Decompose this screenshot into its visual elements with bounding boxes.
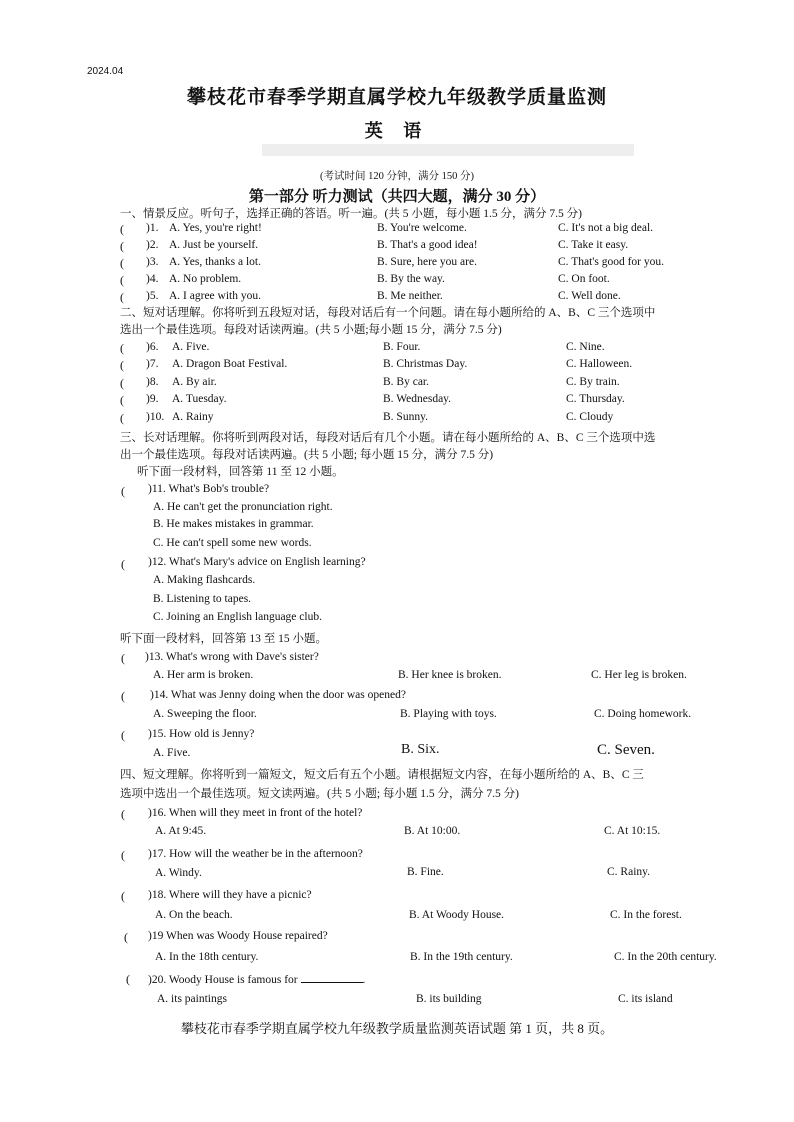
question-number-10: )10. xyxy=(146,411,165,423)
option-20a: A. its paintings xyxy=(157,993,227,1005)
answer-paren-6[interactable]: ( xyxy=(120,341,124,355)
question-19: )19 When was Woody House repaired? xyxy=(148,930,328,942)
option-18a: A. On the beach. xyxy=(155,909,233,921)
option-19a: A. In the 18th century. xyxy=(155,951,259,963)
question-13: )13. What's wrong with Dave's sister? xyxy=(145,651,319,663)
option-19c: C. In the 20th century. xyxy=(614,951,717,963)
option-14a: A. Sweeping the floor. xyxy=(153,708,257,720)
exam-info: (考试时间 120 分钟，满分 150 分) xyxy=(320,171,474,182)
question-17: )17. How will the weather be in the afternoon? xyxy=(148,848,363,860)
answer-paren-2[interactable]: ( xyxy=(120,239,124,253)
answer-paren-8[interactable]: ( xyxy=(120,376,124,390)
part-title: 第一部分 听力测试（共四大题，满分 30 分） xyxy=(248,189,546,205)
option-9b: B. Wednesday. xyxy=(383,393,452,405)
option-18c: C. In the forest. xyxy=(610,909,682,921)
option-10b: B. Sunny. xyxy=(383,411,428,423)
section-2-heading-line1: 二、短对话理解。你将听到五段短对话，每段对话后有一个问题。请在每小题所给的 A、B、C 三个选项中 xyxy=(120,307,656,319)
answer-paren-20[interactable]: ( xyxy=(126,972,130,986)
fill-in-blank[interactable] xyxy=(301,972,363,983)
answer-paren-17[interactable]: ( xyxy=(121,848,125,862)
answer-paren-15[interactable]: ( xyxy=(121,728,125,742)
option-13b: B. Her knee is broken. xyxy=(398,669,502,681)
answer-paren-13[interactable]: ( xyxy=(121,651,125,665)
option-2c: C. Take it easy. xyxy=(558,239,629,251)
question-number-7: )7. xyxy=(146,358,159,370)
option-20b: B. its building xyxy=(416,993,482,1005)
option-15c: C. Seven. xyxy=(597,742,655,758)
option-5c: C. Well done. xyxy=(558,290,621,302)
section-4-heading-line2: 选项中选出一个最佳选项。短文读两遍。(共 5 小题; 每小题 1.5 分，满分 7.5 分) xyxy=(120,788,519,800)
question-18: )18. Where will they have a picnic? xyxy=(148,889,312,901)
exam-subject: 英 语 xyxy=(364,121,430,141)
answer-paren-1[interactable]: ( xyxy=(120,222,124,236)
question-number-2: )2. xyxy=(146,239,159,251)
option-16c: C. At 10:15. xyxy=(604,825,661,837)
option-6c: C. Nine. xyxy=(566,341,605,353)
section-4-heading-line1: 四、短文理解。你将听到一篇短文，短文后有五个小题。请根据短文内容，在每小题所给的 A、B、C 三 xyxy=(120,769,644,781)
option-12c: C. Joining an English language club. xyxy=(153,611,322,623)
option-5a: A. I agree with you. xyxy=(169,290,261,302)
option-19b: B. In the 19th century. xyxy=(410,951,513,963)
question-number-9: )9. xyxy=(146,393,159,405)
answer-paren-11[interactable]: ( xyxy=(121,484,125,498)
option-6b: B. Four. xyxy=(383,341,421,353)
option-8b: B. By car. xyxy=(383,376,429,388)
option-17b: B. Fine. xyxy=(407,866,444,878)
answer-paren-14[interactable]: ( xyxy=(121,689,125,703)
option-10a: A. Rainy xyxy=(172,411,214,423)
answer-paren-7[interactable]: ( xyxy=(120,358,124,372)
answer-paren-5[interactable]: ( xyxy=(120,290,124,304)
question-20-text: )20. Woody House is famous for xyxy=(148,974,298,986)
option-8a: A. By air. xyxy=(172,376,217,388)
question-number-3: )3. xyxy=(146,256,159,268)
option-12a: A. Making flashcards. xyxy=(153,574,256,586)
option-3c: C. That's good for you. xyxy=(558,256,664,268)
section-1-heading: 一、情景反应。听句子，选择正确的答语。听一遍。(共 5 小题，每小题 1.5 分，满分 7.5 分) xyxy=(120,208,582,220)
option-9a: A. Tuesday. xyxy=(172,393,227,405)
option-11a: A. He can't get the pronunciation right. xyxy=(153,501,333,513)
option-20c: C. its island xyxy=(618,993,673,1005)
option-4b: B. By the way. xyxy=(377,273,445,285)
option-2a: A. Just be yourself. xyxy=(169,239,259,251)
option-3b: B. Sure, here you are. xyxy=(377,256,477,268)
question-12: )12. What's Mary's advice on English learning? xyxy=(148,556,366,568)
option-17c: C. Rainy. xyxy=(607,866,651,878)
option-10c: C. Cloudy xyxy=(566,411,614,423)
blurred-strip xyxy=(262,144,634,156)
option-1b: B. You're welcome. xyxy=(377,222,467,234)
section-3-material-2: 听下面一段材料，回答第 13 至 15 小题。 xyxy=(120,633,327,645)
question-number-6: )6. xyxy=(146,341,159,353)
answer-paren-4[interactable]: ( xyxy=(120,273,124,287)
page-footer: 攀枝花市春季学期直属学校九年级教学质量监测英语试题 第 1 页，共 8 页。 xyxy=(180,1021,614,1036)
answer-paren-12[interactable]: ( xyxy=(121,557,125,571)
option-11c: C. He can't spell some new words. xyxy=(153,537,312,549)
exam-date: 2024.04 xyxy=(87,66,124,77)
option-11b: B. He makes mistakes in grammar. xyxy=(153,518,314,530)
option-14c: C. Doing homework. xyxy=(594,708,692,720)
answer-paren-19[interactable]: ( xyxy=(124,930,128,944)
option-9c: C. Thursday. xyxy=(566,393,625,405)
question-number-8: )8. xyxy=(146,376,159,388)
option-4a: A. No problem. xyxy=(169,273,242,285)
option-5b: B. Me neither. xyxy=(377,290,443,302)
question-number-1: )1. xyxy=(146,222,159,234)
option-2b: B. That's a good idea! xyxy=(377,239,478,251)
option-7b: B. Christmas Day. xyxy=(383,358,468,370)
section-2-heading-line2: 选出一个最佳选项。每段对话读两遍。(共 5 小题;每小题 15 分，满分 7.5 分) xyxy=(120,324,502,336)
question-20: )20. Woody House is famous for . xyxy=(148,974,366,986)
section-3-heading-line1: 三、长对话理解。你将听到两段对话，每段对话后有几个小题。请在每小题所给的 A、B、C 三个选项中选 xyxy=(120,432,656,444)
option-13c: C. Her leg is broken. xyxy=(591,669,687,681)
answer-paren-16[interactable]: ( xyxy=(121,807,125,821)
option-16b: B. At 10:00. xyxy=(404,825,461,837)
option-16a: A. At 9:45. xyxy=(155,825,207,837)
option-18b: B. At Woody House. xyxy=(409,909,505,921)
answer-paren-9[interactable]: ( xyxy=(120,393,124,407)
answer-paren-10[interactable]: ( xyxy=(120,411,124,425)
option-7a: A. Dragon Boat Festival. xyxy=(172,358,288,370)
question-14: )14. What was Jenny doing when the door was opened? xyxy=(150,689,406,701)
option-4c: C. On foot. xyxy=(558,273,610,285)
option-3a: A. Yes, thanks a lot. xyxy=(169,256,262,268)
option-6a: A. Five. xyxy=(172,341,210,353)
question-11: )11. What's Bob's trouble? xyxy=(148,483,270,495)
option-15a: A. Five. xyxy=(153,747,191,759)
exam-title: 攀枝花市春季学期直属学校九年级教学质量监测 xyxy=(186,87,607,108)
section-3-material-1: 听下面一段材料，回答第 11 至 12 小题。 xyxy=(137,466,344,478)
question-number-5: )5. xyxy=(146,290,159,302)
option-15b: B. Six. xyxy=(401,742,440,757)
option-17a: A. Windy. xyxy=(155,867,202,879)
option-12b: B. Listening to tapes. xyxy=(153,593,252,605)
answer-paren-3[interactable]: ( xyxy=(120,256,124,270)
option-13a: A. Her arm is broken. xyxy=(153,669,254,681)
section-3-heading-line2: 出一个最佳选项。每段对话读两遍。(共 5 小题; 每小题 15 分，满分 7.5 分) xyxy=(120,449,494,461)
option-1c: C. It's not a big deal. xyxy=(558,222,654,234)
question-15: )15. How old is Jenny? xyxy=(148,728,255,740)
option-14b: B. Playing with toys. xyxy=(400,708,497,720)
option-1a: A. Yes, you're right! xyxy=(169,222,262,234)
option-8c: C. By train. xyxy=(566,376,620,388)
question-number-4: )4. xyxy=(146,273,159,285)
answer-paren-18[interactable]: ( xyxy=(121,889,125,903)
question-16: )16. When will they meet in front of the hotel? xyxy=(148,807,363,819)
option-7c: C. Halloween. xyxy=(566,358,633,370)
